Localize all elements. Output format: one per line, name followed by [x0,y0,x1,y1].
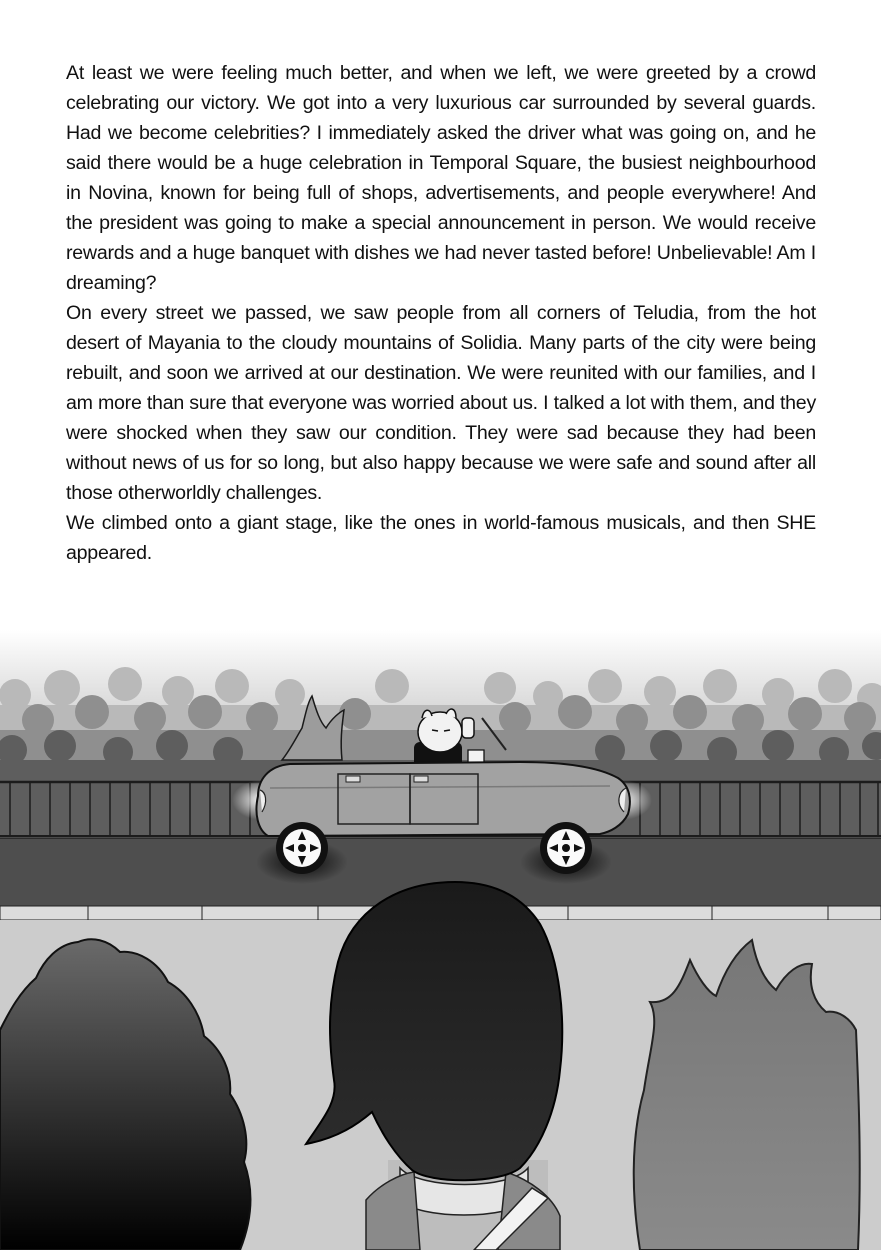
paragraph-3: We climbed onto a giant stage, like the ones in world-famous musicals, and then SHE appeared. [66,512,816,564]
wheel-front [276,822,328,874]
wheel-rear [540,822,592,874]
paragraph-1: At least we were feeling much better, and when we left, we were greeted by a crowd celebrating our victory. We got into a very luxurious car surrounded by several guards. Had we become celebrities? I immediately asked the driver what was going on, and he said there would be a huge celebration in Temporal Square, the busiest neighbourhood in Novina, known for being full of shops, advertisements, and people everywhere! And the president was going to make a special announcement in person. We would receive rewards and a huge banquet with dishes we had never tasted before! Unbelievable! Am I dreaming? [66,62,816,294]
parade-scene [0,600,881,1250]
story-text [66,58,816,568]
paragraph-2: On every street we passed, we saw people from all corners of Teludia, from the hot desert of Mayania to the cloudy mountains of Solidia. Many parts of the city were being rebuilt, and soon we arrived at our destination. We were reunited with our families, and I am more than sure that everyone was worried about us. I talked a lot with them, and they were shocked when they saw our condition. They were sad because they had been without news of us for so long, but also happy because we were safe and sound after all those otherworldly challenges. [66,302,816,504]
comic-illustration [0,600,881,1250]
